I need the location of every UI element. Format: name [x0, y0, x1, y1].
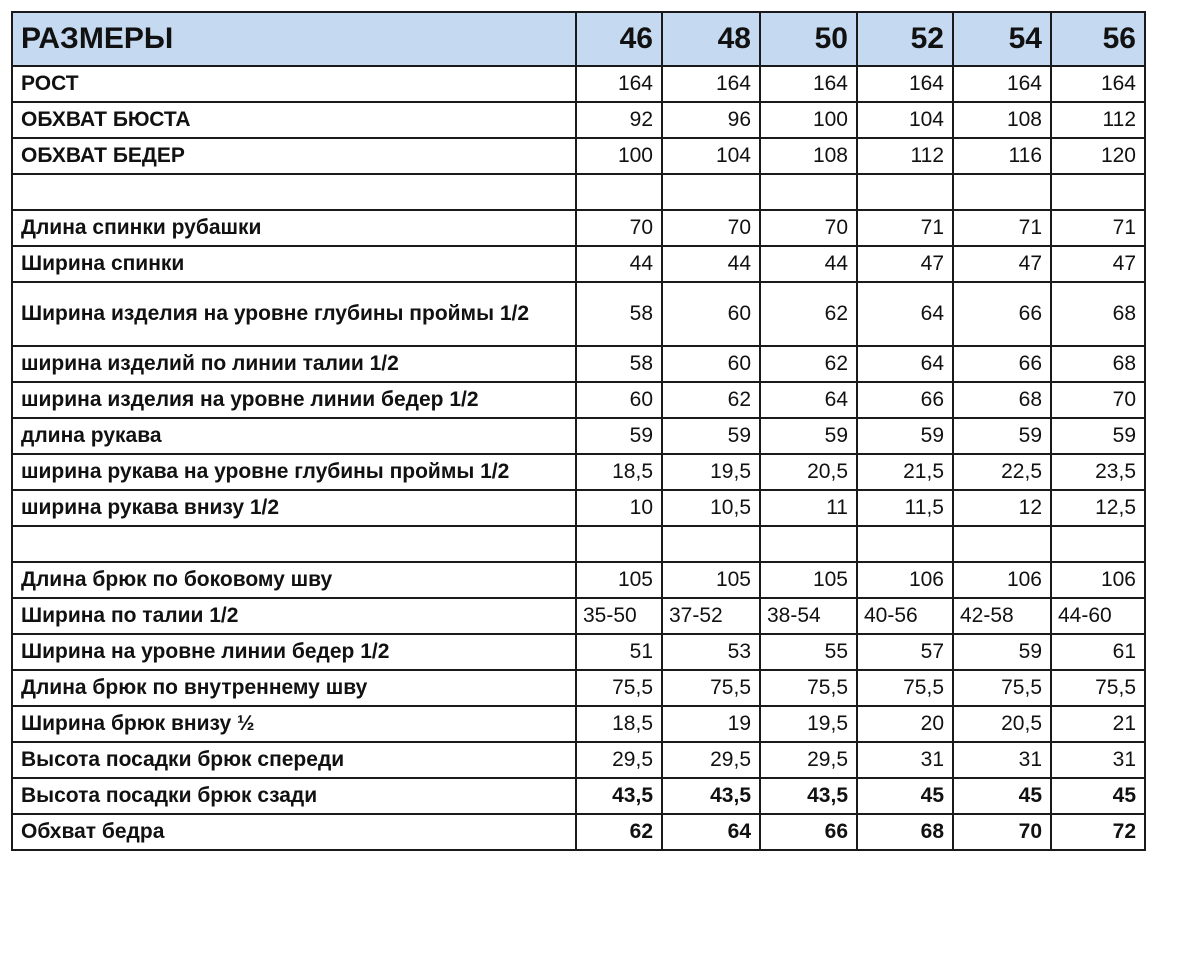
size-52-value: 40-56 [857, 598, 953, 634]
size-46-value: 92 [576, 102, 662, 138]
size-50-value [760, 174, 857, 210]
size-52-value: 75,5 [857, 670, 953, 706]
table-spacer-row [12, 526, 1145, 562]
size-54-value: 66 [953, 282, 1051, 346]
size-56-value: 59 [1051, 418, 1145, 454]
size-46-header: 46 [576, 12, 662, 66]
size-52-value: 57 [857, 634, 953, 670]
size-50-value: 29,5 [760, 742, 857, 778]
size-56-value: 112 [1051, 102, 1145, 138]
size-56-value: 21 [1051, 706, 1145, 742]
size-56-value: 44-60 [1051, 598, 1145, 634]
header-title: РАЗМЕРЫ [12, 12, 576, 66]
table-row [12, 814, 1145, 850]
size-48-value: 64 [662, 814, 760, 850]
size-52-value: 20 [857, 706, 953, 742]
table-row [12, 246, 1145, 282]
size-46-value: 43,5 [576, 778, 662, 814]
size-52-value [857, 526, 953, 562]
table-row [12, 598, 1145, 634]
size-50-value: 75,5 [760, 670, 857, 706]
size-54-value: 31 [953, 742, 1051, 778]
size-50-value: 59 [760, 418, 857, 454]
size-48-value: 104 [662, 138, 760, 174]
size-46-value: 44 [576, 246, 662, 282]
size-54-value: 20,5 [953, 706, 1051, 742]
size-54-value: 42-58 [953, 598, 1051, 634]
size-50-header: 50 [760, 12, 857, 66]
table-spacer-row [12, 174, 1145, 210]
row-label: ширина рукава внизу 1/2 [12, 490, 576, 526]
size-52-value: 164 [857, 66, 953, 102]
size-48-value: 19 [662, 706, 760, 742]
row-label: ширина изделия на уровне линии бедер 1/2 [12, 382, 576, 418]
size-50-value: 66 [760, 814, 857, 850]
size-52-value [857, 174, 953, 210]
row-label [12, 174, 576, 210]
size-48-value: 59 [662, 418, 760, 454]
size-54-value: 116 [953, 138, 1051, 174]
size-52-value: 68 [857, 814, 953, 850]
size-54-value: 108 [953, 102, 1051, 138]
size-56-value [1051, 526, 1145, 562]
table-row [12, 490, 1145, 526]
table-row [12, 778, 1145, 814]
row-label: Длина брюк по внутреннему шву [12, 670, 576, 706]
row-label: Длина брюк по боковому шву [12, 562, 576, 598]
table-row [12, 742, 1145, 778]
size-48-header: 48 [662, 12, 760, 66]
size-56-value: 70 [1051, 382, 1145, 418]
size-54-value: 66 [953, 346, 1051, 382]
size-50-value: 11 [760, 490, 857, 526]
size-46-value: 18,5 [576, 454, 662, 490]
table-row [12, 562, 1145, 598]
size-54-value [953, 174, 1051, 210]
size-48-value: 29,5 [662, 742, 760, 778]
size-52-value: 47 [857, 246, 953, 282]
table-row [12, 138, 1145, 174]
size-52-value: 45 [857, 778, 953, 814]
table-row [12, 210, 1145, 246]
size-46-value: 75,5 [576, 670, 662, 706]
size-46-value: 164 [576, 66, 662, 102]
size-52-value: 11,5 [857, 490, 953, 526]
table-row [12, 102, 1145, 138]
size-52-value: 64 [857, 346, 953, 382]
table-row [12, 66, 1145, 102]
size-46-value [576, 174, 662, 210]
size-56-value: 12,5 [1051, 490, 1145, 526]
size-52-value: 21,5 [857, 454, 953, 490]
row-label: Ширина на уровне линии бедер 1/2 [12, 634, 576, 670]
size-48-value: 96 [662, 102, 760, 138]
size-54-header: 54 [953, 12, 1051, 66]
size-50-value: 64 [760, 382, 857, 418]
size-48-value: 53 [662, 634, 760, 670]
size-50-value: 62 [760, 282, 857, 346]
size-54-value: 68 [953, 382, 1051, 418]
size-50-value [760, 526, 857, 562]
size-54-value: 71 [953, 210, 1051, 246]
size-56-value: 72 [1051, 814, 1145, 850]
size-50-value: 20,5 [760, 454, 857, 490]
size-48-value: 62 [662, 382, 760, 418]
size-48-value: 60 [662, 346, 760, 382]
size-50-value: 108 [760, 138, 857, 174]
size-48-value: 75,5 [662, 670, 760, 706]
size-56-value: 68 [1051, 346, 1145, 382]
size-46-value: 18,5 [576, 706, 662, 742]
size-54-value: 70 [953, 814, 1051, 850]
row-label: ширина рукава на уровне глубины проймы 1/2 [12, 454, 576, 490]
size-54-value: 59 [953, 634, 1051, 670]
size-50-value: 43,5 [760, 778, 857, 814]
row-label: РОСТ [12, 66, 576, 102]
table-row [12, 634, 1145, 670]
table-row [12, 382, 1145, 418]
size-56-value: 106 [1051, 562, 1145, 598]
row-label: Ширина спинки [12, 246, 576, 282]
row-label: Длина спинки рубашки [12, 210, 576, 246]
size-46-value: 58 [576, 282, 662, 346]
size-chart-table [11, 11, 1146, 851]
size-56-value: 47 [1051, 246, 1145, 282]
size-56-value: 164 [1051, 66, 1145, 102]
size-48-value: 10,5 [662, 490, 760, 526]
row-label: Ширина брюк внизу ½ [12, 706, 576, 742]
size-50-value: 105 [760, 562, 857, 598]
size-48-value: 37-52 [662, 598, 760, 634]
size-56-value: 31 [1051, 742, 1145, 778]
row-label: длина рукава [12, 418, 576, 454]
size-52-value: 31 [857, 742, 953, 778]
size-50-value: 38-54 [760, 598, 857, 634]
size-46-value: 10 [576, 490, 662, 526]
size-48-value: 19,5 [662, 454, 760, 490]
size-50-value: 62 [760, 346, 857, 382]
size-48-value [662, 526, 760, 562]
row-label: Высота посадки брюк сзади [12, 778, 576, 814]
size-54-value: 59 [953, 418, 1051, 454]
size-52-value: 112 [857, 138, 953, 174]
size-52-header: 52 [857, 12, 953, 66]
size-52-value: 104 [857, 102, 953, 138]
size-56-value [1051, 174, 1145, 210]
table-row [12, 418, 1145, 454]
size-48-value: 70 [662, 210, 760, 246]
table-row [12, 346, 1145, 382]
size-46-value: 105 [576, 562, 662, 598]
row-label: ОБХВАТ БЕДЕР [12, 138, 576, 174]
size-52-value: 71 [857, 210, 953, 246]
size-52-value: 66 [857, 382, 953, 418]
size-48-value: 105 [662, 562, 760, 598]
table-row [12, 282, 1145, 346]
size-48-value: 43,5 [662, 778, 760, 814]
size-48-value: 60 [662, 282, 760, 346]
size-56-value: 61 [1051, 634, 1145, 670]
size-46-value: 100 [576, 138, 662, 174]
size-46-value: 35-50 [576, 598, 662, 634]
table-header-row [12, 12, 1145, 66]
size-54-value: 75,5 [953, 670, 1051, 706]
size-56-header: 56 [1051, 12, 1145, 66]
size-54-value: 106 [953, 562, 1051, 598]
size-54-value: 47 [953, 246, 1051, 282]
table-row [12, 706, 1145, 742]
size-48-value: 44 [662, 246, 760, 282]
size-50-value: 55 [760, 634, 857, 670]
size-56-value: 45 [1051, 778, 1145, 814]
row-label: ширина изделий по линии талии 1/2 [12, 346, 576, 382]
size-56-value: 68 [1051, 282, 1145, 346]
size-52-value: 59 [857, 418, 953, 454]
size-46-value: 59 [576, 418, 662, 454]
size-50-value: 19,5 [760, 706, 857, 742]
row-label: Ширина изделия на уровне глубины проймы 1/2 [12, 282, 576, 346]
size-52-value: 106 [857, 562, 953, 598]
table-row [12, 670, 1145, 706]
size-46-value: 70 [576, 210, 662, 246]
size-46-value [576, 526, 662, 562]
size-46-value: 62 [576, 814, 662, 850]
row-label: Обхват бедра [12, 814, 576, 850]
size-46-value: 29,5 [576, 742, 662, 778]
size-46-value: 51 [576, 634, 662, 670]
size-46-value: 60 [576, 382, 662, 418]
table-row [12, 454, 1145, 490]
size-54-value: 22,5 [953, 454, 1051, 490]
size-54-value [953, 526, 1051, 562]
row-label [12, 526, 576, 562]
size-50-value: 44 [760, 246, 857, 282]
size-48-value: 164 [662, 66, 760, 102]
row-label: Высота посадки брюк спереди [12, 742, 576, 778]
size-50-value: 164 [760, 66, 857, 102]
row-label: ОБХВАТ БЮСТА [12, 102, 576, 138]
size-54-value: 164 [953, 66, 1051, 102]
size-48-value [662, 174, 760, 210]
row-label: Ширина по талии 1/2 [12, 598, 576, 634]
size-52-value: 64 [857, 282, 953, 346]
size-56-value: 75,5 [1051, 670, 1145, 706]
size-56-value: 120 [1051, 138, 1145, 174]
size-50-value: 100 [760, 102, 857, 138]
size-54-value: 12 [953, 490, 1051, 526]
size-56-value: 71 [1051, 210, 1145, 246]
size-50-value: 70 [760, 210, 857, 246]
size-54-value: 45 [953, 778, 1051, 814]
size-56-value: 23,5 [1051, 454, 1145, 490]
size-46-value: 58 [576, 346, 662, 382]
